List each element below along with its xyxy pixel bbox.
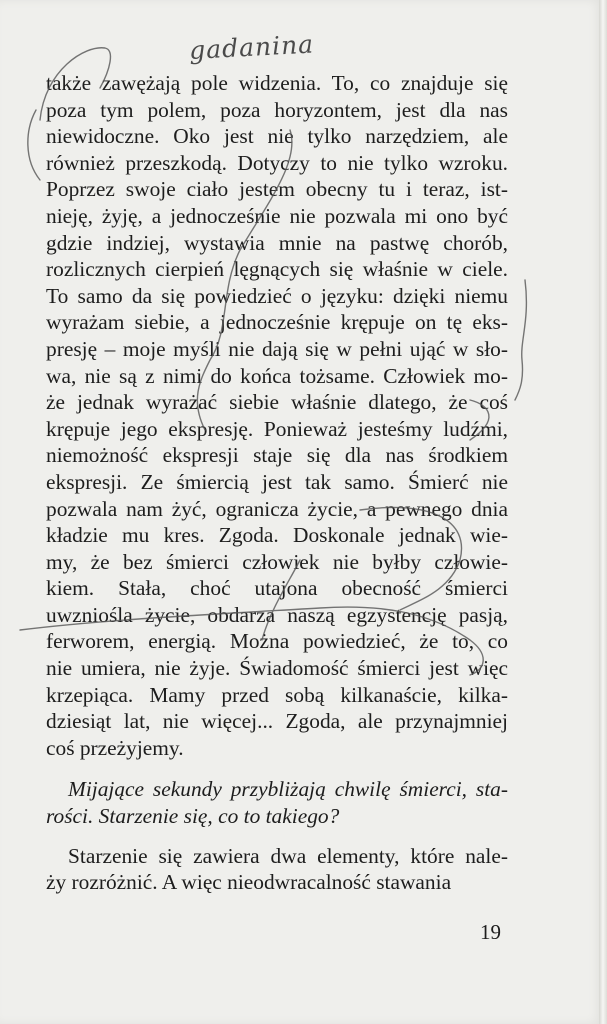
text-line: również przeszkodą. Dotyczy to nie tylko wzroku. (46, 150, 508, 175)
text-line: także zawężają pole widzenia. To, co znajduje się (46, 71, 508, 95)
text-line: krępuje jego ekspresję. Ponieważ jesteśmy ludźmi, (46, 416, 508, 441)
paragraph-1 (46, 70, 508, 761)
handwritten-note: gadanina (188, 29, 315, 65)
text-line: Starzenie się zawiera dwa elementy, które nale- (68, 843, 508, 868)
text-line: Mijające sekundy przybliżają chwilę śmierci, sta- (68, 777, 508, 802)
text-line: wa, nie są z nimi do końca tożsame. Człowiek mo- (46, 363, 508, 388)
text-line: niemożność ekspresji staje się dla nas środkiem (46, 443, 508, 468)
text-line: krzepiąca. Mamy przed sobą kilkanaście, kilka- (46, 682, 508, 707)
text-line: ży rozróżnić. A więc nieodwracalność stawania (46, 870, 452, 895)
text-line: my, że bez śmierci człowiek nie byłby człowie- (46, 549, 508, 574)
text-line: rozlicznych cierpień lęgnących się właśnie w ciele. (46, 257, 508, 282)
body-text (46, 70, 508, 896)
page-edge (599, 0, 607, 1024)
text-line: gdzie indziej, wystawia mnie na pastwę chorób, (46, 230, 508, 255)
text-line: dziesiąt lat, nie więcej... Zgoda, ale przynajmniej (46, 709, 508, 734)
text-line: rości. Starzenie się, co to takiego? (46, 804, 340, 829)
text-line: ferworem, energią. Można powiedzieć, że to, co (46, 629, 508, 654)
text-line: To samo da się powiedzieć o języku: dzięki niemu (46, 283, 508, 308)
text-line: Poprzez swoje ciało jestem obecny tu i teraz, ist- (46, 177, 508, 202)
text-line: kładzie mu kres. Zgoda. Doskonale jednak wie- (46, 523, 508, 548)
text-line: nieję, żyję, a jednocześnie nie pozwala mi ono być (46, 203, 508, 228)
page-number: 19 (480, 920, 501, 944)
text-line: poza tym polem, poza horyzontem, jest dla nas (46, 97, 508, 122)
text-line: presję – moje myśli nie dają się w pełni ująć w sło- (46, 336, 508, 361)
text-line: pozwala nam żyć, ogranicza życie, a pewnego dnia (46, 496, 508, 521)
text-line: niewidoczne. Oko jest nie tylko narzędziem, ale (46, 124, 508, 149)
text-line: wyrażam siebie, a jednocześnie krępuje on tę eks- (46, 310, 508, 335)
paragraph-2 (46, 843, 508, 896)
text-line: ekspresji. Ze śmiercią jest tak samo. Śmierć nie (46, 469, 508, 494)
text-line: uwzniośla życie, obdarza naszą egzystencję pasją, (46, 602, 508, 627)
text-line: że jednak wyrażać siebie właśnie dlatego, że coś (46, 390, 508, 415)
question-paragraph (46, 776, 508, 829)
text-line: coś przeżyjemy. (46, 735, 184, 760)
text-line: nie umiera, nie żyje. Świadomość śmierci jest więc (46, 656, 508, 681)
text-line: kiem. Stała, choć utajona obecność śmierci (46, 576, 508, 601)
